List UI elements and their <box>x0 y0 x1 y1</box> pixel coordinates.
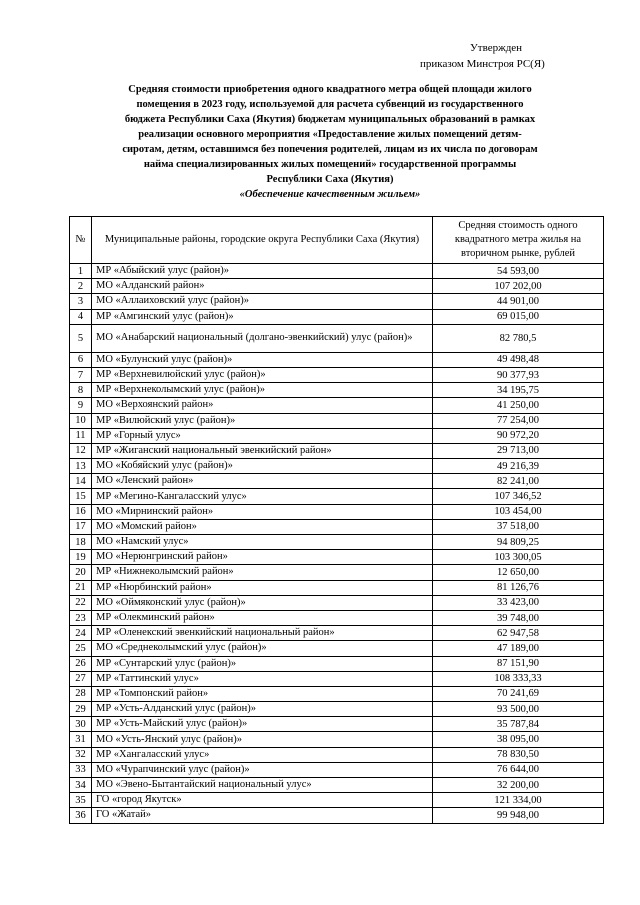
table-row <box>70 474 604 489</box>
municipality-name: МР «Амгинский улус (район)» <box>92 309 433 324</box>
average-price: 76 644,00 <box>433 762 604 777</box>
average-price: 29 713,00 <box>433 443 604 458</box>
municipality-name: МО «Чурапчинский улус (район)» <box>92 762 433 777</box>
approval-stamp <box>420 40 620 72</box>
title-line-4: реализации основного мероприятия «Предоставление жилых помещений детям- <box>138 129 522 140</box>
row-number: 35 <box>70 793 92 808</box>
row-number: 14 <box>70 474 92 489</box>
table-row <box>70 610 604 625</box>
average-price: 90 377,93 <box>433 367 604 382</box>
average-price: 41 250,00 <box>433 398 604 413</box>
table-row <box>70 535 604 550</box>
row-number: 33 <box>70 762 92 777</box>
approval-order: приказом Минстроя РС(Я) <box>420 58 545 70</box>
row-number: 25 <box>70 641 92 656</box>
row-number: 9 <box>70 398 92 413</box>
average-price: 103 454,00 <box>433 504 604 519</box>
average-price: 93 500,00 <box>433 702 604 717</box>
title-line-7: Республики Саха (Якутия) <box>266 174 394 185</box>
average-price: 12 650,00 <box>433 565 604 580</box>
row-number: 2 <box>70 279 92 294</box>
table-row <box>70 656 604 671</box>
average-price: 44 901,00 <box>433 294 604 309</box>
average-price: 81 126,76 <box>433 580 604 595</box>
row-number: 11 <box>70 428 92 443</box>
title-line-5: сиротам, детям, оставшимся без попечения родителей, лицам из их числа по договорам <box>122 144 538 155</box>
table-row <box>70 264 604 279</box>
table-row <box>70 428 604 443</box>
table-header-row <box>70 217 604 264</box>
municipality-name: МР «Олекминский район» <box>92 610 433 625</box>
table-row <box>70 398 604 413</box>
municipality-name: МО «Аллаиховский улус (район)» <box>92 294 433 309</box>
table-row <box>70 324 604 352</box>
table-row <box>70 641 604 656</box>
row-number: 29 <box>70 702 92 717</box>
average-price: 38 095,00 <box>433 732 604 747</box>
municipality-name: МР «Нижнеколымский район» <box>92 565 433 580</box>
average-price: 33 423,00 <box>433 595 604 610</box>
row-number: 27 <box>70 671 92 686</box>
table-row <box>70 550 604 565</box>
municipality-name: МР «Вилюйский улус (район)» <box>92 413 433 428</box>
municipality-name: МО «Среднеколымский улус (район)» <box>92 641 433 656</box>
municipality-name: МР «Жиганский национальный эвенкийский район» <box>92 443 433 458</box>
table-row <box>70 519 604 534</box>
average-price: 37 518,00 <box>433 519 604 534</box>
average-price: 49 216,39 <box>433 459 604 474</box>
table-row <box>70 309 604 324</box>
row-number: 24 <box>70 626 92 641</box>
table-row <box>70 778 604 793</box>
municipality-name: МР «Томпонский район» <box>92 686 433 701</box>
municipality-name: МР «Верхнеколымский улус (район)» <box>92 383 433 398</box>
municipality-name: МР «Сунтарский улус (район)» <box>92 656 433 671</box>
average-price: 82 241,00 <box>433 474 604 489</box>
table-row <box>70 383 604 398</box>
average-price: 49 498,48 <box>433 352 604 367</box>
municipality-name: МО «Алданский район» <box>92 279 433 294</box>
table-row <box>70 717 604 732</box>
title-line-1: Средняя стоимости приобретения одного квадратного метра общей площади жилого <box>128 84 532 95</box>
municipality-name: МО «Анабарский национальный (долгано-эвенкийский) улус (район)» <box>92 324 433 352</box>
table-row <box>70 459 604 474</box>
table-row <box>70 367 604 382</box>
table-row <box>70 793 604 808</box>
average-price: 87 151,90 <box>433 656 604 671</box>
table-row <box>70 489 604 504</box>
table-row <box>70 352 604 367</box>
row-number: 3 <box>70 294 92 309</box>
row-number: 16 <box>70 504 92 519</box>
average-price: 99 948,00 <box>433 808 604 823</box>
row-number: 10 <box>70 413 92 428</box>
row-number: 28 <box>70 686 92 701</box>
average-price: 78 830,50 <box>433 747 604 762</box>
municipality-name: МО «Кобяйский улус (район)» <box>92 459 433 474</box>
average-price: 35 787,84 <box>433 717 604 732</box>
row-number: 22 <box>70 595 92 610</box>
row-number: 7 <box>70 367 92 382</box>
average-price: 39 748,00 <box>433 610 604 625</box>
price-table-container <box>69 216 603 824</box>
average-price: 34 195,75 <box>433 383 604 398</box>
average-price: 69 015,00 <box>433 309 604 324</box>
average-price: 62 947,58 <box>433 626 604 641</box>
row-number: 6 <box>70 352 92 367</box>
average-price: 70 241,69 <box>433 686 604 701</box>
row-number: 26 <box>70 656 92 671</box>
title-program-name: «Обеспечение качественным жильем» <box>239 189 421 200</box>
row-number: 1 <box>70 264 92 279</box>
approval-title: Утвержден <box>470 42 523 54</box>
table-row <box>70 747 604 762</box>
document-title <box>60 82 600 202</box>
table-row <box>70 595 604 610</box>
row-number: 5 <box>70 324 92 352</box>
row-number: 17 <box>70 519 92 534</box>
average-price: 107 202,00 <box>433 279 604 294</box>
table-row <box>70 565 604 580</box>
row-number: 12 <box>70 443 92 458</box>
average-price: 82 780,5 <box>433 324 604 352</box>
municipality-name: МО «Усть-Янский улус (район)» <box>92 732 433 747</box>
row-number: 13 <box>70 459 92 474</box>
row-number: 30 <box>70 717 92 732</box>
municipality-name: ГО «город Якутск» <box>92 793 433 808</box>
municipality-name: МО «Момский район» <box>92 519 433 534</box>
row-number: 32 <box>70 747 92 762</box>
table-row <box>70 686 604 701</box>
table-row <box>70 279 604 294</box>
average-price: 108 333,33 <box>433 671 604 686</box>
table-row <box>70 732 604 747</box>
municipality-name: МО «Нерюнгринский район» <box>92 550 433 565</box>
title-line-3: бюджета Республики Саха (Якутия) бюджетам муниципальных образований в рамках <box>124 114 536 125</box>
table-row <box>70 671 604 686</box>
average-price: 47 189,00 <box>433 641 604 656</box>
table-body <box>70 264 604 824</box>
average-price: 103 300,05 <box>433 550 604 565</box>
municipality-name: МР «Верхневилюйский улус (район)» <box>92 367 433 382</box>
municipality-name: МО «Булунский улус (район)» <box>92 352 433 367</box>
table-row <box>70 443 604 458</box>
table-row <box>70 702 604 717</box>
row-number: 23 <box>70 610 92 625</box>
municipality-name: МО «Ленский район» <box>92 474 433 489</box>
row-number: 18 <box>70 535 92 550</box>
title-line-2: помещения в 2023 году, используемой для расчета субвенций из государственного <box>136 99 524 110</box>
municipality-name: МР «Усть-Алданский улус (район)» <box>92 702 433 717</box>
row-number: 19 <box>70 550 92 565</box>
municipality-name: ГО «Жатай» <box>92 808 433 823</box>
table-row <box>70 808 604 823</box>
table-row <box>70 580 604 595</box>
municipality-name: МО «Мирнинский район» <box>92 504 433 519</box>
row-number: 31 <box>70 732 92 747</box>
average-price: 54 593,00 <box>433 264 604 279</box>
header-average-price: Средняя стоимость одного квадратного метра жилья на вторичном рынке, рублей <box>433 217 604 264</box>
municipality-name: МР «Усть-Майский улус (район)» <box>92 717 433 732</box>
average-price: 94 809,25 <box>433 535 604 550</box>
row-number: 20 <box>70 565 92 580</box>
row-number: 8 <box>70 383 92 398</box>
header-number: № <box>70 217 92 264</box>
row-number: 15 <box>70 489 92 504</box>
average-price: 107 346,52 <box>433 489 604 504</box>
municipality-name: МР «Таттинский улус» <box>92 671 433 686</box>
table-row <box>70 504 604 519</box>
average-price: 32 200,00 <box>433 778 604 793</box>
table-row <box>70 413 604 428</box>
average-price: 77 254,00 <box>433 413 604 428</box>
average-price: 121 334,00 <box>433 793 604 808</box>
table-row <box>70 626 604 641</box>
municipality-name: МР «Нюрбинский район» <box>92 580 433 595</box>
municipality-name: МО «Верхоянский район» <box>92 398 433 413</box>
price-table <box>69 216 604 824</box>
municipality-name: МР «Мегино-Кангаласский улус» <box>92 489 433 504</box>
municipality-name: МО «Оймяконский улус (район)» <box>92 595 433 610</box>
row-number: 21 <box>70 580 92 595</box>
header-municipality: Муниципальные районы, городские округа Республики Саха (Якутия) <box>92 217 433 264</box>
average-price: 90 972,20 <box>433 428 604 443</box>
row-number: 4 <box>70 309 92 324</box>
municipality-name: МР «Горный улус» <box>92 428 433 443</box>
municipality-name: МР «Оленекский эвенкийский национальный район» <box>92 626 433 641</box>
municipality-name: МР «Хангаласский улус» <box>92 747 433 762</box>
row-number: 34 <box>70 778 92 793</box>
table-row <box>70 762 604 777</box>
row-number: 36 <box>70 808 92 823</box>
table-row <box>70 294 604 309</box>
municipality-name: МО «Эвено-Бытантайский национальный улус» <box>92 778 433 793</box>
municipality-name: МР «Абыйский улус (район)» <box>92 264 433 279</box>
title-line-6: найма специализированных жилых помещений» государственной программы <box>143 159 517 170</box>
municipality-name: МО «Намский улус» <box>92 535 433 550</box>
